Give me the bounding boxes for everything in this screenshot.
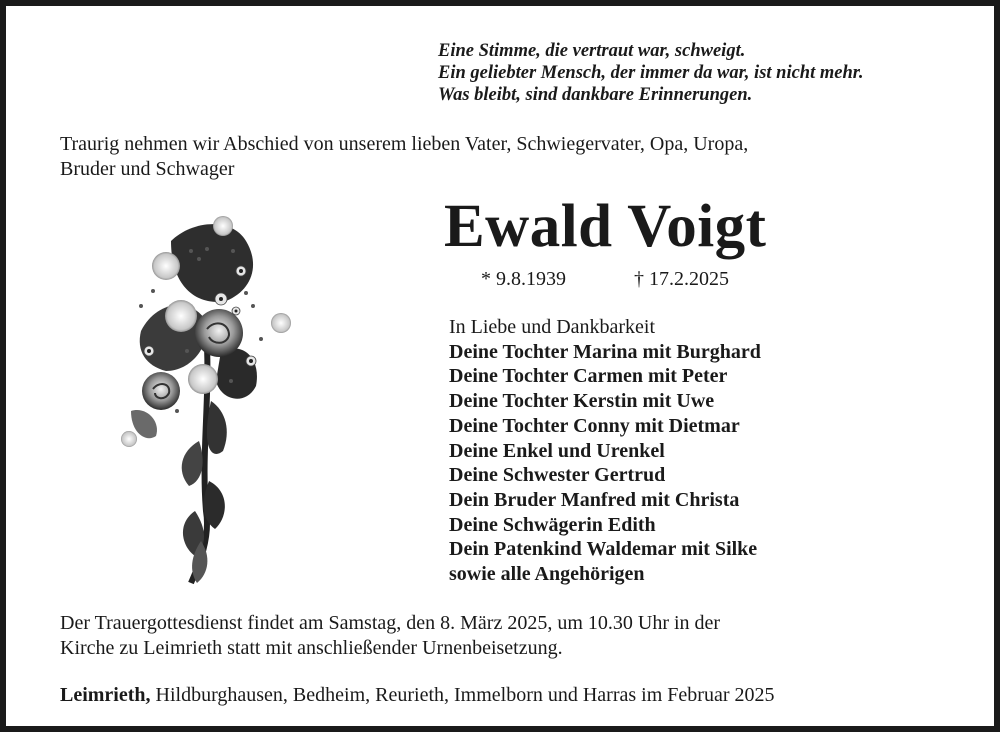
place-rest: Hildburghausen, Bedheim, Reurieth, Immelborn und Harras im Februar 2025 xyxy=(150,684,775,706)
service-line: Der Trauergottesdienst findet am Samstag, den 8. März 2025, um 10.30 Uhr in der xyxy=(60,612,721,634)
mourner-entry: Dein Bruder Manfred mit Christa xyxy=(449,488,740,511)
mourner-entry: Deine Schwägerin Edith xyxy=(449,513,656,536)
place-and-date xyxy=(60,682,774,708)
service-line: Kirche zu Leimrieth statt mit anschließender Urnenbeisetzung. xyxy=(60,637,563,659)
mourner-entry: Deine Tochter Kerstin mit Uwe xyxy=(449,390,715,413)
mourner-entry: Deine Enkel und Urenkel xyxy=(449,439,665,462)
death-date: † 17.2.2025 xyxy=(634,268,729,290)
place-town: Leimrieth, xyxy=(60,684,151,706)
intro-line: Traurig nehmen wir Abschied von unserem lieben Vater, Schwiegervater, Opa, Uropa, xyxy=(60,133,749,155)
flower-bouquet-icon xyxy=(111,211,301,591)
birth-date: * 9.8.1939 xyxy=(481,268,566,290)
mourner-entry: Deine Tochter Conny mit Dietmar xyxy=(449,414,740,437)
poem-line: Ein geliebter Mensch, der immer da war, ist nicht mehr. xyxy=(438,63,864,83)
intro-text xyxy=(60,132,748,182)
poem xyxy=(438,40,864,106)
mourner-entry: Deine Schwester Gertrud xyxy=(449,464,666,487)
mourners-lead: In Liebe und Dankbarkeit xyxy=(449,316,656,338)
service-info xyxy=(60,611,720,661)
deceased-name: Ewald Voigt xyxy=(444,193,767,260)
mourner-entry: Dein Patenkind Waldemar mit Silke xyxy=(449,538,758,561)
mourners-list xyxy=(449,315,761,587)
poem-line: Eine Stimme, die vertraut war, schweigt. xyxy=(438,41,746,61)
mourner-entry: sowie alle Angehörigen xyxy=(449,563,645,586)
poem-line: Was bleibt, sind dankbare Erinnerungen. xyxy=(438,85,753,105)
mourner-entry: Deine Tochter Carmen mit Peter xyxy=(449,365,728,388)
intro-line: Bruder und Schwager xyxy=(60,158,235,180)
mourner-entry: Deine Tochter Marina mit Burghard xyxy=(449,340,761,363)
